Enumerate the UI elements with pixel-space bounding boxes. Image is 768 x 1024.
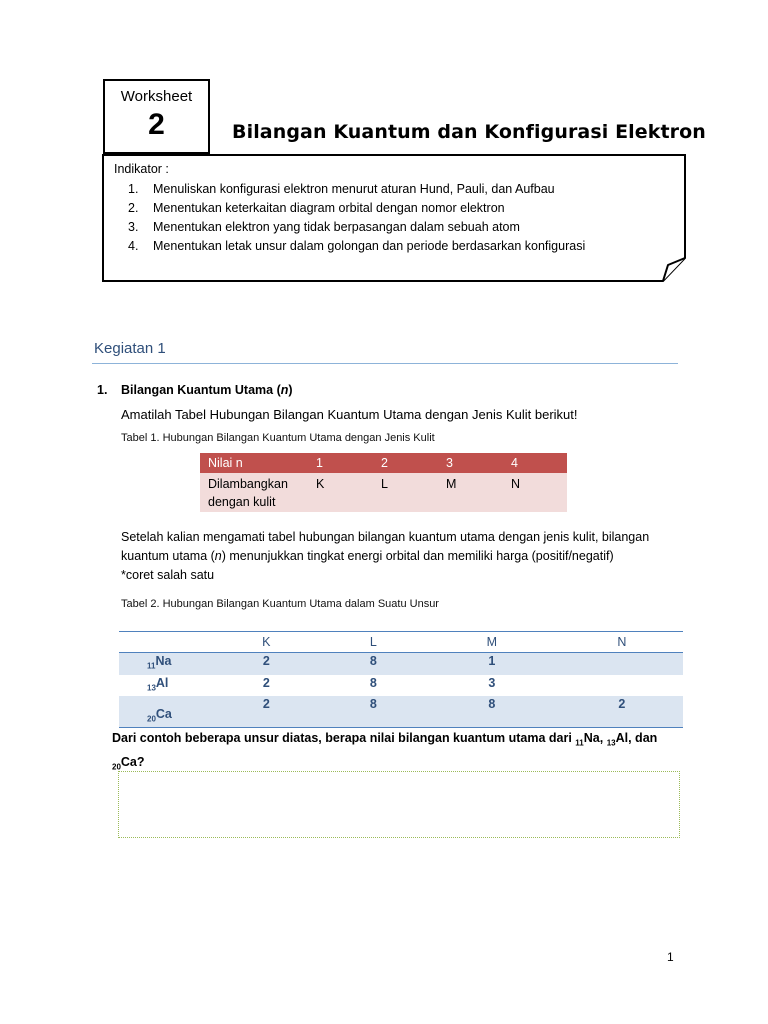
table-cell	[561, 675, 683, 697]
table-cell: 8	[324, 653, 423, 675]
element-symbol: Na	[155, 654, 172, 668]
table-cell: M	[438, 473, 503, 512]
element-cell	[119, 696, 209, 728]
explanation-paragraph	[121, 528, 681, 585]
table-cell: 2	[209, 696, 324, 728]
table-cell: 1	[423, 653, 561, 675]
row-label	[200, 473, 308, 512]
list-item-text: Menuliskan konfigurasi elektron menurut aturan Hund, Pauli, dan Aufbau	[153, 181, 555, 196]
table-row	[119, 675, 683, 697]
answer-box[interactable]	[118, 771, 680, 838]
separator: , dan	[628, 731, 658, 745]
list-item	[114, 217, 585, 236]
atomic-number: 11	[575, 738, 584, 748]
list-item	[114, 179, 585, 198]
row-label-line: dengan kulit	[208, 495, 276, 509]
table-cell: 2	[262, 675, 270, 690]
header-cell: M	[423, 632, 561, 653]
atomic-number: 13	[147, 683, 156, 692]
table1	[200, 453, 567, 512]
worksheet-number: 2	[148, 108, 165, 141]
table-cell: K	[308, 473, 373, 512]
heading-text: Bilangan Kuantum Utama (	[121, 383, 281, 397]
table-cell: 2	[561, 696, 683, 728]
page-number: 1	[667, 950, 674, 964]
header-cell: 4	[503, 453, 567, 473]
table-cell: 8	[423, 696, 561, 728]
table-cell: L	[373, 473, 438, 512]
table-cell: 3	[488, 675, 496, 690]
header-cell	[119, 632, 209, 653]
page-title: Bilangan Kuantum dan Konfigurasi Elektron	[232, 121, 706, 143]
question-2	[112, 729, 672, 776]
list-item-text: Menentukan letak unsur dalam golongan dan periode berdasarkan konfigurasi	[153, 238, 586, 253]
table-header-row	[119, 632, 683, 653]
table2	[119, 631, 683, 728]
element-symbol: Al	[615, 731, 629, 745]
table-header-row	[200, 453, 567, 473]
paragraph-variable: n	[214, 549, 222, 563]
list-item-number: 2.	[128, 200, 139, 215]
table-cell	[561, 653, 683, 675]
table-cell: 2	[209, 653, 324, 675]
table-cell: N	[503, 473, 567, 512]
element-symbol: Ca	[155, 706, 172, 721]
atomic-number: 13	[606, 738, 616, 748]
header-cell: 1	[308, 453, 373, 473]
question-number: 1.	[97, 383, 108, 397]
table1-caption: Tabel 1. Hubungan Bilangan Kuantum Utama dengan Jenis Kulit	[121, 432, 435, 444]
separator: ,	[599, 731, 607, 745]
element-symbol: Na	[583, 731, 600, 745]
table-row	[119, 653, 683, 675]
atomic-number: 20	[112, 762, 121, 771]
indicator-content	[114, 162, 585, 255]
header-cell: 2	[373, 453, 438, 473]
question-mark: ?	[136, 754, 145, 769]
heading-close: )	[288, 383, 293, 397]
indicator-title: Indikator :	[114, 162, 169, 176]
list-item-number: 3.	[128, 219, 139, 234]
list-item-number: 4.	[128, 238, 139, 253]
paragraph-text: Setelah kalian mengamati tabel hubungan bilangan kuantum utama dengan jenis kulit, bilangan kuantum utama (	[121, 530, 650, 563]
atomic-number: 20	[147, 714, 156, 723]
section-divider	[92, 363, 678, 364]
question-intro: Amatilah Tabel Hubungan Bilangan Kuantum Utama dengan Jenis Kulit berikut!	[121, 407, 578, 422]
table2-caption: Tabel 2. Hubungan Bilangan Kuantum Utama dalam Suatu Unsur	[121, 598, 439, 610]
list-item	[114, 236, 585, 255]
atomic-number: 11	[147, 661, 156, 671]
element-cell	[119, 675, 209, 697]
element-cell	[119, 653, 209, 675]
section-title: Kegiatan 1	[94, 340, 166, 357]
worksheet-badge	[103, 79, 210, 154]
paragraph-text: ) menunjukkan tingkat energi orbital dan memiliki harga (positif/negatif)	[221, 549, 614, 563]
indicator-list	[114, 179, 585, 255]
element-symbol: Ca	[120, 754, 137, 769]
table-cell: 8	[324, 696, 423, 728]
heading-variable: n	[280, 383, 289, 397]
list-item	[114, 198, 585, 217]
question-heading	[97, 383, 293, 397]
row-label-line: Dilambangkan	[208, 477, 288, 491]
table-row	[119, 696, 683, 728]
table-cell: 8	[369, 675, 377, 690]
header-cell: L	[324, 632, 423, 653]
paragraph-note: *coret salah satu	[121, 568, 215, 582]
question-text: Dari contoh beberapa unsur diatas, berapa nilai bilangan kuantum utama dari	[112, 731, 576, 745]
indicator-box	[102, 154, 688, 282]
header-cell: K	[209, 632, 324, 653]
header-cell: Nilai n	[200, 453, 308, 473]
table-row	[200, 473, 567, 512]
list-item-text: Menentukan keterkaitan diagram orbital dengan nomor elektron	[153, 200, 505, 215]
header-cell: 3	[438, 453, 503, 473]
list-item-text: Menentukan elektron yang tidak berpasangan dalam sebuah atom	[153, 219, 520, 234]
element-symbol: Al	[155, 675, 169, 690]
list-item-number: 1.	[128, 181, 139, 196]
header-cell: N	[561, 632, 683, 653]
worksheet-label: Worksheet	[120, 88, 193, 105]
